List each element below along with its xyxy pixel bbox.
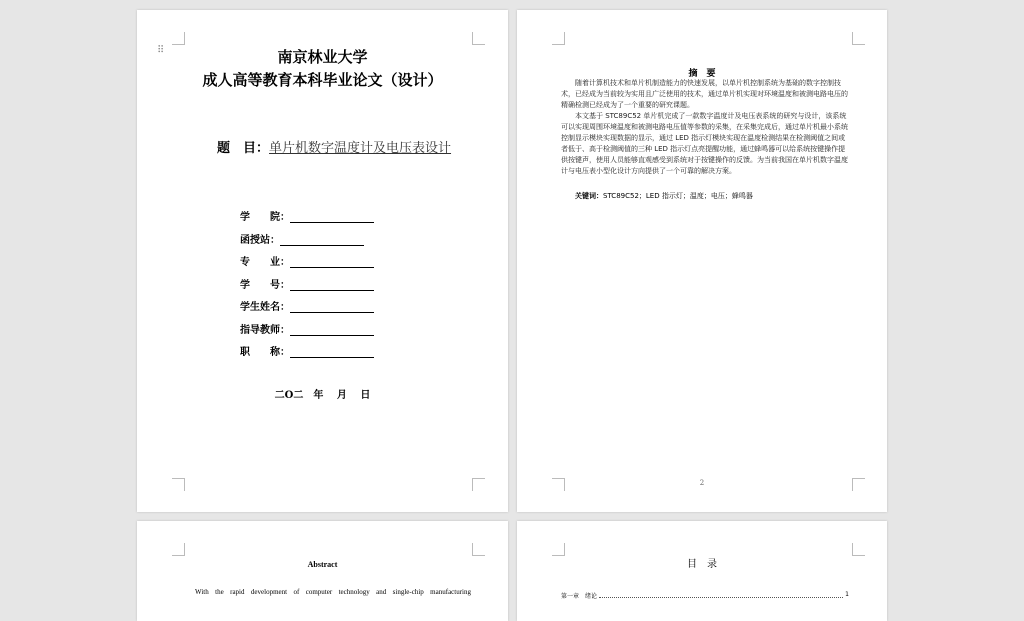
field-student-id[interactable]: 学 号： <box>240 276 374 291</box>
thesis-title-row <box>217 137 451 156</box>
margin-mark <box>172 478 185 491</box>
margin-mark <box>472 478 485 491</box>
field-major[interactable]: 专 业： <box>240 253 374 268</box>
page-cover <box>137 10 508 512</box>
thesis-subtitle: 成人高等教育本科毕业论文（设计） <box>202 71 443 89</box>
drag-handle-icon[interactable]: ⠿ <box>157 45 165 56</box>
abstract-paragraph: 随着计算机技术和单片机制造能力的快速发展，以单片机控制系统为基础的数字控制技术，已经成为当前较为实用且广泛使用的技术，通过单片机实现对环境温度和被测电路电压的精确检测已经成为了一个重要的研究课题。 <box>561 79 848 109</box>
page-toc <box>517 521 887 621</box>
school-name: 南京林业大学 <box>277 48 368 66</box>
field-student-name[interactable]: 学生姓名： <box>240 298 374 313</box>
margin-mark <box>172 32 185 45</box>
abstract-heading: 摘 要 <box>688 69 716 79</box>
keywords: 关键词：STC89C52；LED 指示灯；温度；电压；蜂鸣器 <box>575 192 753 200</box>
toc-entry[interactable]: 第一章 绪论 1 <box>561 591 849 600</box>
abstract-en-paragraph: With the rapid development of computer technology and single-chip manufacturing <box>195 588 471 596</box>
page-number: 2 <box>699 479 705 487</box>
title-label: 题 目： <box>217 141 270 156</box>
cover-date: 二O二 年 月 日 <box>274 390 371 401</box>
abstract-paragraph: 本文基于 STC89C52 单片机完成了一款数字温度计及电压表系统的研究与设计，该系统可以实现周围环境温度和被测电路电压值等参数的采集，在采集完成后，通过单片机最小系统控制显示模块实现数据的显示，通过 LED 指示灯模块实现在温度检测结果在检测阈值之间或者低于、高于检测阈值的三种 LED 指示灯点亮提醒功能，通过蜂鸣器可以给系统按键操作提供按键声，使用人员能够直观感受到系统对于按键操作的反馈。为当前我国在单片机数字温度计与电压表小型化设计方向提供了一个可靠的解决方案。 <box>561 112 848 175</box>
margin-mark <box>472 32 485 45</box>
page-abstract-cn <box>517 10 887 512</box>
thesis-title: 单片机数字温度计及电压表设计 <box>269 141 452 156</box>
field-college[interactable]: 学 院： <box>240 208 374 223</box>
field-title[interactable]: 职 称： <box>240 343 374 358</box>
field-advisor[interactable]: 指导教师： <box>240 321 374 336</box>
page-abstract-en <box>137 521 508 621</box>
toc-heading: 目 录 <box>687 559 717 570</box>
field-station[interactable]: 函授站： <box>240 231 364 246</box>
abstract-en-heading: Abstract <box>307 560 338 569</box>
